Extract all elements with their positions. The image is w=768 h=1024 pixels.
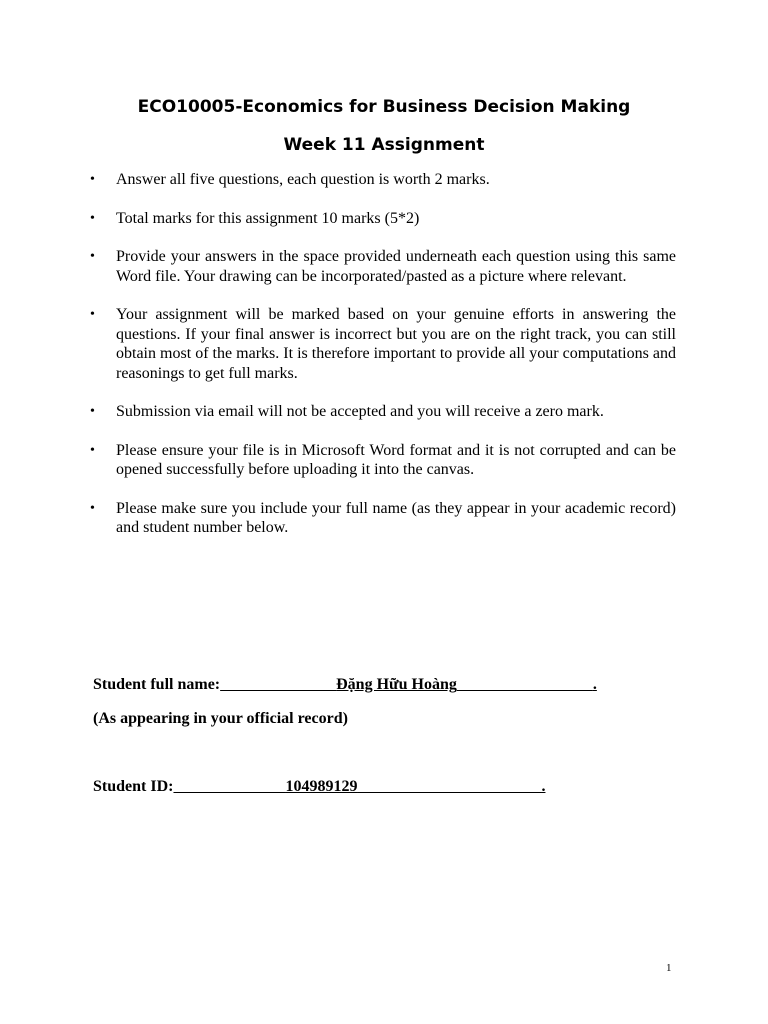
instruction-text: Total marks for this assignment 10 marks (5*2) (116, 209, 420, 227)
instruction-text: Please make sure you include your full name (as they appear in your academic record) and student number below. (116, 499, 676, 536)
instruction-text: Please ensure your file is in Microsoft Word format and it is not corrupted and can be opened successfully before uploading it into the canvas. (116, 441, 676, 478)
bullet-icon: • (90, 500, 95, 516)
student-id-value: 104989129 (285, 778, 358, 795)
instruction-item (88, 170, 676, 190)
student-id-label: Student ID: (93, 778, 174, 795)
student-id-line-end: . (541, 778, 546, 795)
document-subtitle: Week 11 Assignment (283, 135, 485, 155)
instruction-item (88, 305, 676, 383)
instruction-text: Your assignment will be marked based on your genuine efforts in answering the questions. If your final answer is incorrect but you are on the right track, you can still obtain most of the marks. It is therefore important to provide all your computations and reasonings to get full marks. (116, 306, 676, 382)
bullet-icon: • (90, 442, 95, 458)
student-name-field[interactable] (220, 676, 597, 693)
bullet-icon: • (90, 210, 95, 226)
student-name-label: Student full name: (93, 676, 221, 693)
instruction-item (88, 247, 676, 286)
instruction-item (88, 209, 676, 229)
student-id-field[interactable] (173, 778, 545, 795)
instruction-text: Submission via email will not be accepted and you will receive a zero mark. (116, 403, 604, 420)
instruction-item (88, 402, 676, 422)
bullet-icon: • (90, 404, 95, 419)
bullet-icon: • (90, 249, 95, 264)
page-number: 1 (666, 962, 672, 974)
student-id-row (93, 778, 545, 796)
instruction-list (88, 170, 676, 557)
instruction-text: Provide your answers in the space provided underneath each question using this same Word file. Your drawing can be incorporated/pasted as a picture where relevant. (116, 248, 676, 285)
student-name-row (93, 676, 597, 694)
document-title: ECO10005-Economics for Business Decision Making (137, 97, 631, 117)
instruction-item (88, 499, 676, 538)
student-name-note: (As appearing in your official record) (93, 710, 348, 727)
bullet-icon: • (90, 307, 95, 322)
student-name-value: Đặng Hữu Hoàng (336, 676, 457, 693)
bullet-icon: • (90, 172, 95, 187)
student-name-line-end: . (592, 676, 597, 693)
instruction-item (88, 441, 676, 480)
instruction-text: Answer all five questions, each question is worth 2 marks. (116, 171, 490, 188)
